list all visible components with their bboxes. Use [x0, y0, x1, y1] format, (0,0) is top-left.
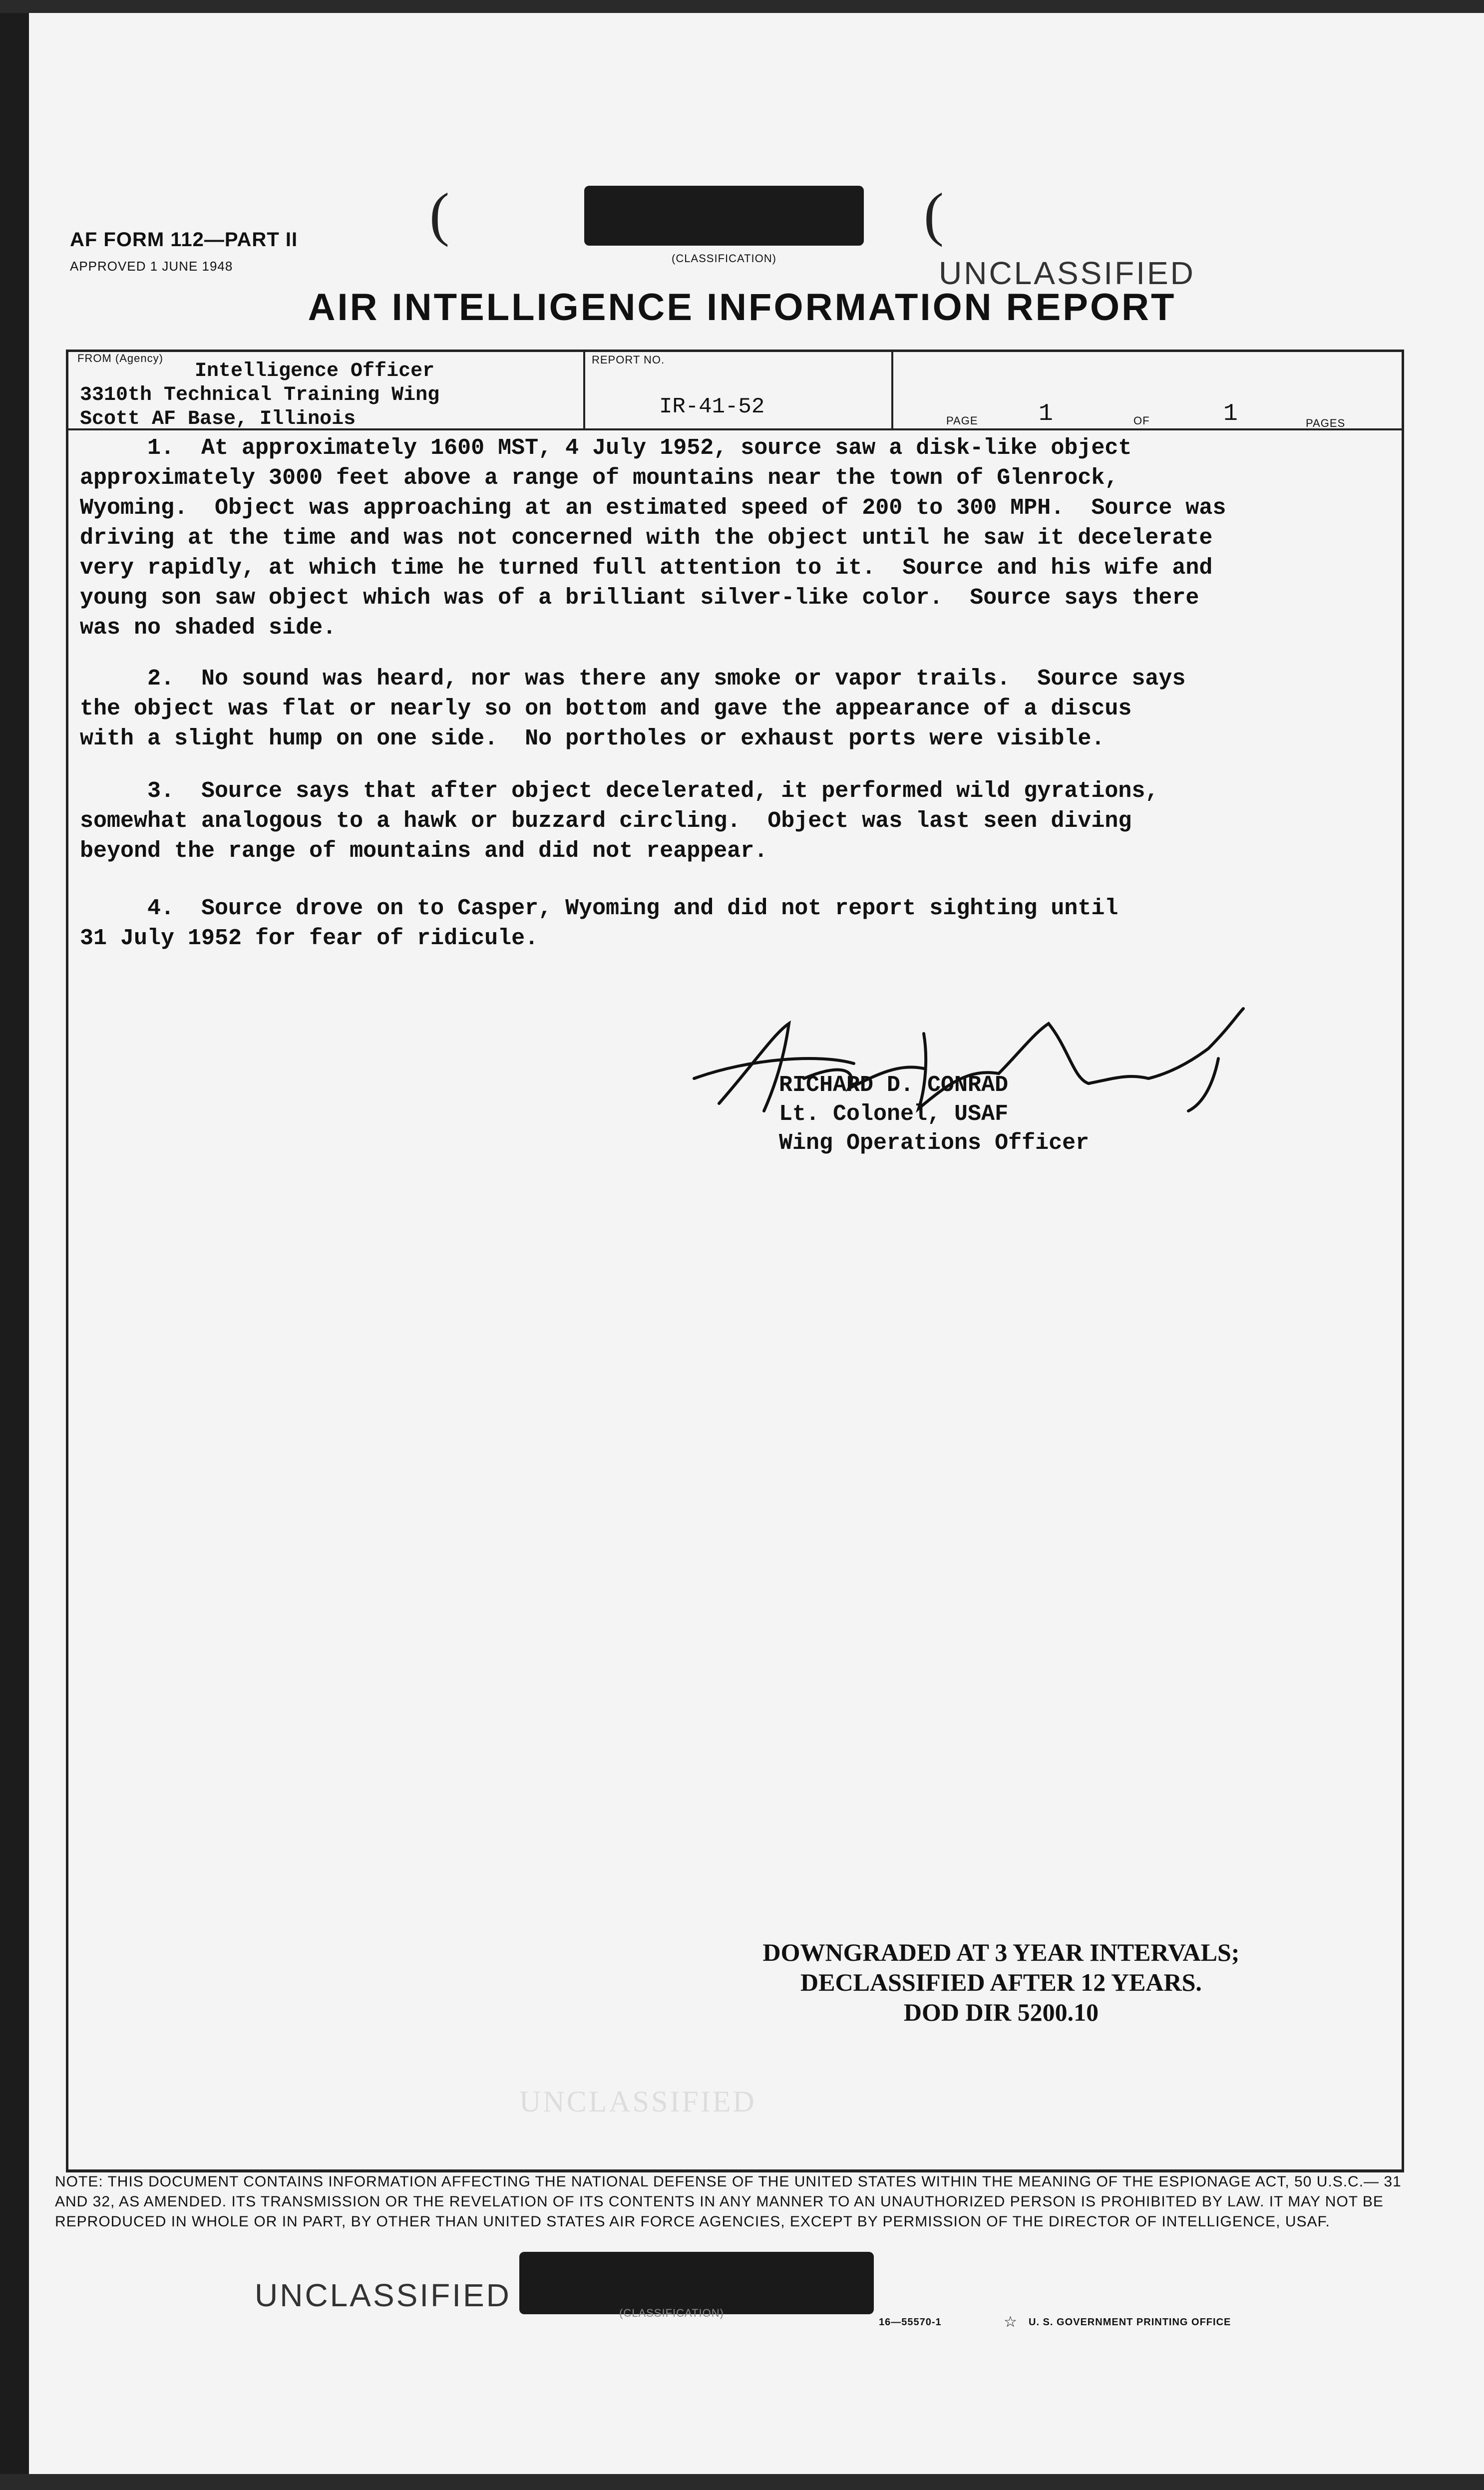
- pages-label: PAGES: [1306, 417, 1346, 429]
- redacted-classification-bottom: [519, 2252, 874, 2314]
- footer-note: NOTE: THIS DOCUMENT CONTAINS INFORMATION AFFECTING THE NATIONAL DEFENSE OF THE UNITED STATES WITHIN THE MEANING OF THE ESPIONAGE ACT, 50 U.S.C.— 31 AND 32, AS AMENDED. ITS TRANSMISSION OR THE REVELATION OF ITS CONTENTS IN ANY MANNER TO AN UNAUTHORIZED PERSON IS PROHIBITED BY LAW. IT MAY NOT BE REPRODUCED IN WHOLE OR IN PART, BY OTHER THAN UNITED STATES AIR FORCE AGENCIES, EXCEPT BY PERMISSION OF THE DIRECTOR OF INTELLIGENCE, USAF.: [55, 2173, 1402, 2230]
- unclassified-stamp-top: UNCLASSIFIED: [939, 255, 1195, 291]
- print-code: 16—55570-1: [879, 2317, 942, 2328]
- header-divider-left: [583, 350, 585, 429]
- page-number: 1: [1039, 400, 1053, 427]
- downgrade-line-1: DOWNGRADED AT 3 YEAR INTERVALS;: [762, 1938, 1240, 1966]
- form-number: AF FORM 112—PART II: [70, 229, 298, 251]
- from-line-1: Intelligence Officer: [195, 360, 435, 382]
- paragraph-1: 1. At approximately 1600 MST, 4 July 1952, source saw a disk-like object approximately 3000 feet above a range of mountains near the town of Glenrock, Wyoming. Object was approaching at an estimated speed of 200 to 300 MPH. Source was driving at the time and was not concerned with the object until he saw it decelerate very rapidly, at which time he turned full attention to it. Source and his wife and young son saw object which was of a brilliant silver-like color. Source says there was no shaded side.: [80, 435, 1226, 641]
- report-number: IR-41-52: [659, 394, 765, 419]
- classification-label-bottom: (CLASSIFICATION): [619, 2307, 724, 2319]
- scan-top-edge: [0, 0, 1484, 13]
- of-label: OF: [1133, 414, 1150, 427]
- signer-name: RICHARD D. CONRAD: [779, 1072, 1009, 1098]
- scan-bottom-edge: [0, 2474, 1484, 2490]
- redacted-classification-top: [584, 186, 864, 246]
- close-paren: (: [924, 181, 944, 247]
- open-paren: (: [429, 181, 449, 247]
- report-no-label: REPORT NO.: [592, 354, 665, 366]
- unclassified-stamp-bottom: UNCLASSIFIED: [255, 2277, 511, 2313]
- paragraph-4: 4. Source drove on to Casper, Wyoming and did not report sighting until 31 July 1952 for fear of ridicule.: [80, 896, 1118, 951]
- downgrade-stamp: [689, 1937, 1313, 2027]
- report-title: AIR INTELLIGENCE INFORMATION REPORT: [308, 286, 1176, 329]
- gpo-imprint: U. S. GOVERNMENT PRINTING OFFICE: [1029, 2317, 1231, 2328]
- scan-left-edge: [0, 0, 29, 2490]
- signer-title: Wing Operations Officer: [779, 1130, 1090, 1156]
- signature-block: [779, 1071, 1089, 1158]
- from-line-3: Scott AF Base, Illinois: [80, 408, 356, 430]
- faint-unclassified-stamp: UNCLASSIFIED: [519, 2085, 756, 2118]
- classification-label-top: (CLASSIFICATION): [672, 252, 776, 265]
- page-total: 1: [1223, 400, 1238, 427]
- star-icon: ☆: [1004, 2314, 1017, 2330]
- page-label: PAGE: [946, 414, 978, 427]
- paragraph-3: 3. Source says that after object decelerated, it performed wild gyrations, somewhat analogous to a hawk or buzzard circling. Object was last seen diving beyond the range of mountains and did not reappear.: [80, 778, 1159, 864]
- downgrade-line-3: DOD DIR 5200.10: [903, 1998, 1099, 2026]
- header-divider-right: [891, 350, 893, 429]
- paragraph-2: 2. No sound was heard, nor was there any smoke or vapor trails. Source says the object was flat or nearly so on bottom and gave the appearance of a discus with a slight hump on one side. No portholes or exhaust ports were visible.: [80, 666, 1186, 751]
- downgrade-line-2: DECLASSIFIED AFTER 12 YEARS.: [800, 1968, 1202, 1996]
- from-label: FROM (Agency): [77, 352, 163, 364]
- from-agency: [80, 359, 439, 431]
- from-line-2: 3310th Technical Training Wing: [80, 384, 440, 406]
- form-approved-date: APPROVED 1 JUNE 1948: [70, 259, 233, 274]
- signer-rank: Lt. Colonel, USAF: [779, 1101, 1009, 1127]
